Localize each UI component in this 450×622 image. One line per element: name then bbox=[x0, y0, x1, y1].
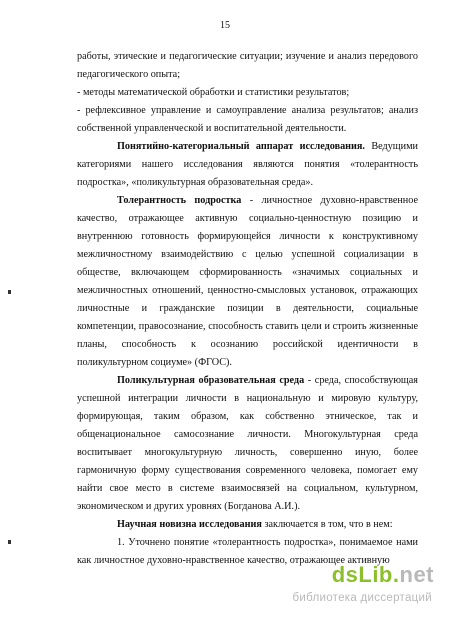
paragraph-methods-continued: работы, этические и педагогические ситуации; изучение и анализ передового педагогического опыта; bbox=[77, 51, 418, 80]
teen-tolerance-definition: - личностное духовно-нравственное качество, отражающее активную социально-ценностную позицию и внутреннюю готовность формирующейся личности к конструктивному межличностному взаимодействию с целью успешной социализации в обществе, включающем сформированность «значимых социальных и межличностных отношений, ценностно-смысловых установок, отражающих личностные и гражданские позиции в деятельности, социальные компетенции, правосознание, способность ставить цели и строить жизненные планы, способность к осознанию российской идентичности в поликультурном социуме» (ФГОС). bbox=[77, 195, 418, 368]
margin-mark bbox=[8, 540, 11, 544]
dslib-logo: dsLib.net bbox=[331, 562, 434, 587]
conceptual-apparatus-text: Ведущими категориями нашего исследования являются понятия «толерантность подростка», «поликультурная образовательная среда». bbox=[77, 141, 419, 188]
heading-conceptual-apparatus: Понятийно-категориальный аппарат исследования. bbox=[117, 141, 365, 152]
list-item-reflexive-management: - рефлексивное управление и самоуправление анализа результатов; анализ собственной управленческой и воспитательной деятельности. bbox=[77, 105, 418, 134]
dslib-watermark bbox=[286, 562, 436, 614]
paragraph-multicultural-environment bbox=[77, 372, 418, 516]
list-item-math-methods: - методы математической обработки и статистики результатов; bbox=[77, 87, 350, 98]
scientific-novelty-text: заключается в том, что в нем: bbox=[261, 519, 393, 530]
margin-mark bbox=[8, 290, 11, 294]
page-number: 15 bbox=[220, 20, 230, 31]
document-body bbox=[77, 48, 418, 570]
heading-scientific-novelty: Научная новизна исследования bbox=[117, 519, 262, 530]
paragraph-scientific-novelty bbox=[77, 516, 418, 534]
term-multicultural-environment: Поликультурная образовательная среда bbox=[117, 375, 305, 386]
paragraph-conceptual-apparatus bbox=[77, 138, 418, 192]
paragraph-teen-tolerance bbox=[77, 192, 418, 372]
paragraph-novelty-item-1: 1. Уточнено понятие «толерантность подростка», понимаемое нами как личностное духовно-нравственное качество, отражающее активную bbox=[77, 537, 418, 566]
term-teen-tolerance: Толерантность подростка bbox=[117, 195, 242, 206]
multicultural-environment-definition: - среда, способствующая успешной интеграции личности в национальную и мировую культуру, формирующая, таким образом, как собственно этническое, так и общенациональное самосознание личности. Многокультурная среда воспитывает многокультурную личность, совершенно иную, более гармоничную форму существования современного человека, помогает ему найти свое место в системе взаимосвязей на социальном, культурном, экономическом и других уровнях (Богданова А.И.). bbox=[77, 375, 418, 512]
watermark-subtitle: библиотека диссертаций bbox=[292, 592, 432, 604]
